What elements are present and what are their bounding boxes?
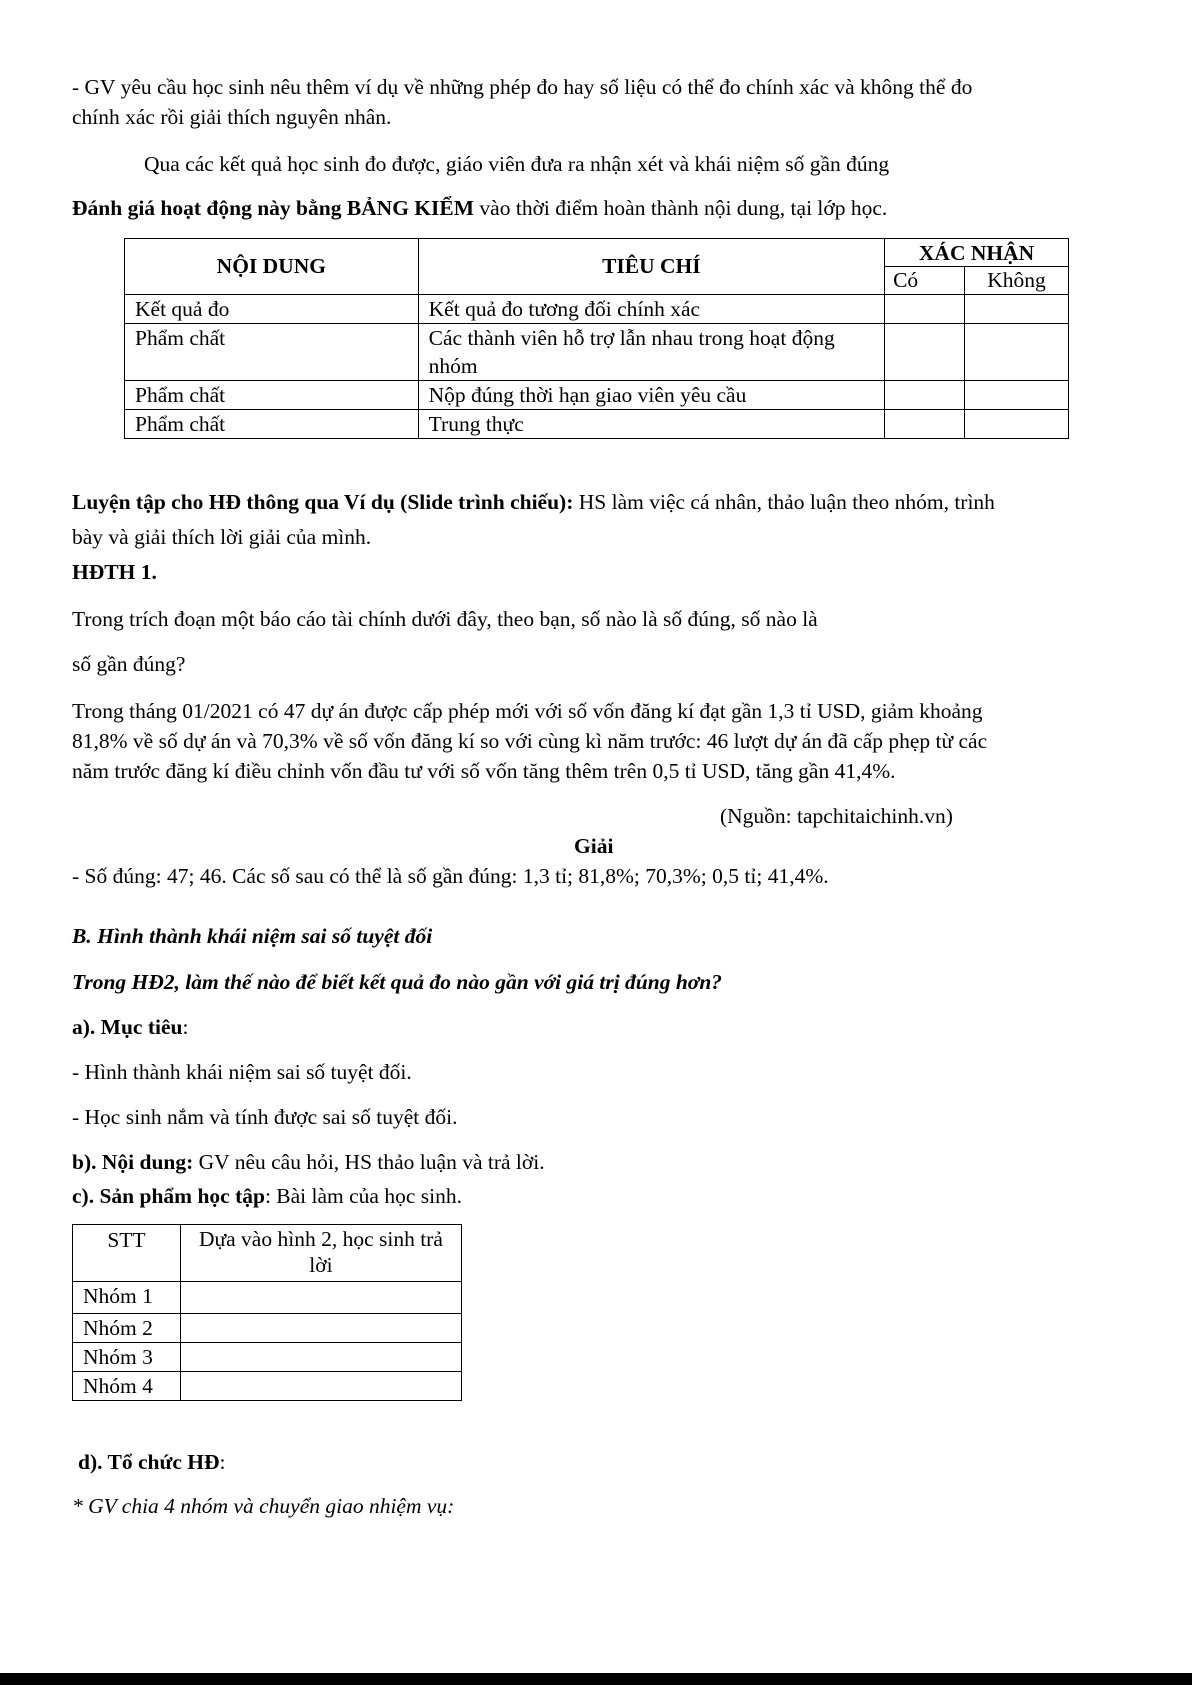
task-line: * GV chia 4 nhóm và chuyển giao nhiệm vụ:: [72, 1494, 455, 1518]
practice-bold: Luyện tập cho HĐ thông qua Ví dụ (Slide trình chiếu):: [72, 490, 574, 514]
product-text: : Bài làm của học sinh.: [264, 1184, 462, 1208]
report-line-2: 81,8% về số dự án và 70,3% về số vốn đăng kí so với cùng kì năm trước: 46 lượt dự án đã cấp phẹp từ các: [72, 729, 988, 753]
organize-colon: :: [219, 1450, 226, 1474]
table-row: [125, 381, 1069, 410]
row-yes-cell[interactable]: [885, 295, 965, 324]
organize-heading: [78, 1448, 226, 1477]
row-criteria: Các thành viên hỗ trợ lẫn nhau trong hoạt động nhóm: [418, 324, 884, 381]
row-criteria: Nộp đúng thời hạn giao viên yêu cầu: [418, 381, 884, 410]
header-yes: Có: [885, 267, 965, 295]
intro-line-1: - GV yêu cầu học sinh nêu thêm ví dụ về những phép đo hay số liệu có thể đo chính xác và không thể đo: [72, 75, 973, 99]
header-stt: STT: [73, 1225, 181, 1282]
report-line-3: năm trước đăng kí điều chỉnh vốn đầu tư với số vốn tăng thêm trên 0,5 tỉ USD, tăng gần 41,4%.: [72, 759, 896, 783]
row-no-cell[interactable]: [965, 410, 1069, 439]
row-yes-cell[interactable]: [885, 410, 965, 439]
assessment-rest: vào thời điểm hoàn thành nội dung, tại lớp học.: [474, 196, 888, 220]
page-bottom-bar: [0, 1673, 1192, 1685]
header-criteria: TIÊU CHÍ: [418, 239, 884, 295]
row-yes-cell[interactable]: [885, 381, 965, 410]
group-answer-cell[interactable]: [180, 1372, 461, 1401]
table-row: [125, 295, 1069, 324]
intro-line-3: Qua các kết quả học sinh đo được, giáo viên đưa ra nhận xét và khái niệm số gần đúng: [144, 152, 890, 176]
row-content: Phẩm chất: [125, 410, 419, 439]
header-answer: Dựa vào hình 2, học sinh trả lời: [180, 1225, 461, 1282]
group-label: Nhóm 4: [73, 1372, 181, 1401]
checklist-table: [124, 238, 1069, 439]
content-label: b). Nội dung:: [72, 1150, 194, 1174]
header-confirm: XÁC NHẬN: [885, 239, 1069, 267]
practice-line-2: bày và giải thích lời giải của mình.: [72, 525, 372, 549]
organize-label: d). Tổ chức HĐ: [78, 1450, 220, 1474]
practice-rest: HS làm việc cá nhân, thảo luận theo nhóm, trình: [573, 490, 995, 514]
group-label: Nhóm 2: [73, 1314, 181, 1343]
assessment-line: [72, 194, 887, 223]
row-content: Phẩm chất: [125, 381, 419, 410]
product-label: c). Sản phẩm học tập: [72, 1184, 265, 1208]
assessment-bold: Đánh giá hoạt động này bằng BẢNG KIỂM: [72, 196, 475, 220]
intro-line-2: chính xác rồi giải thích nguyên nhân.: [72, 105, 392, 129]
group-answer-cell[interactable]: [180, 1282, 461, 1314]
source-note: (Nguồn: tapchitaichinh.vn): [720, 804, 953, 828]
header-no: Không: [965, 267, 1069, 295]
practice-line-1: [72, 488, 995, 517]
row-no-cell[interactable]: [965, 381, 1069, 410]
group-answer-cell[interactable]: [180, 1343, 461, 1372]
section-b-title: B. Hình thành khái niệm sai số tuyệt đối: [72, 924, 433, 948]
question-line-1: Trong trích đoạn một báo cáo tài chính dưới đây, theo bạn, số nào là số đúng, số nào là: [72, 607, 818, 631]
row-no-cell[interactable]: [965, 295, 1069, 324]
groups-table: [72, 1224, 462, 1401]
table-row: [73, 1314, 462, 1343]
header-content: NỘI DUNG: [125, 239, 419, 295]
report-line-1: Trong tháng 01/2021 có 47 dự án được cấp phép mới với số vốn đăng kí đạt gần 1,3 tỉ USD, giảm khoảng: [72, 699, 983, 723]
hdth-heading: HĐTH 1.: [72, 560, 157, 584]
objective-label: a). Mục tiêu: [72, 1015, 183, 1039]
row-content: Phẩm chất: [125, 324, 419, 381]
table-row: [125, 410, 1069, 439]
objective-item-2: - Học sinh nắm và tính được sai số tuyệt đối.: [72, 1105, 458, 1129]
objective-heading: [72, 1013, 188, 1042]
row-no-cell[interactable]: [965, 324, 1069, 381]
section-b-question: Trong HĐ2, làm thế nào để biết kết quả đo nào gần với giá trị đúng hơn?: [72, 970, 723, 994]
table-row: [73, 1343, 462, 1372]
objective-item-1: - Hình thành khái niệm sai số tuyệt đối.: [72, 1060, 412, 1084]
content-text: GV nêu câu hỏi, HS thảo luận và trả lời.: [193, 1150, 545, 1174]
question-line-2: số gần đúng?: [72, 652, 186, 676]
product-line: [72, 1182, 462, 1211]
row-criteria: Trung thực: [418, 410, 884, 439]
objective-colon: :: [182, 1015, 189, 1039]
row-criteria: Kết quả đo tương đối chính xác: [418, 295, 884, 324]
group-answer-cell[interactable]: [180, 1314, 461, 1343]
group-label: Nhóm 3: [73, 1343, 181, 1372]
row-yes-cell[interactable]: [885, 324, 965, 381]
table-row: [73, 1372, 462, 1401]
table-row: [125, 324, 1069, 381]
row-content: Kết quả đo: [125, 295, 419, 324]
solution-heading: Giải: [574, 834, 614, 858]
group-label: Nhóm 1: [73, 1282, 181, 1314]
solution-text: - Số đúng: 47; 46. Các số sau có thể là số gần đúng: 1,3 tỉ; 81,8%; 70,3%; 0,5 tỉ; 41,4%.: [72, 864, 829, 888]
content-line: [72, 1148, 545, 1177]
table-row: [73, 1282, 462, 1314]
